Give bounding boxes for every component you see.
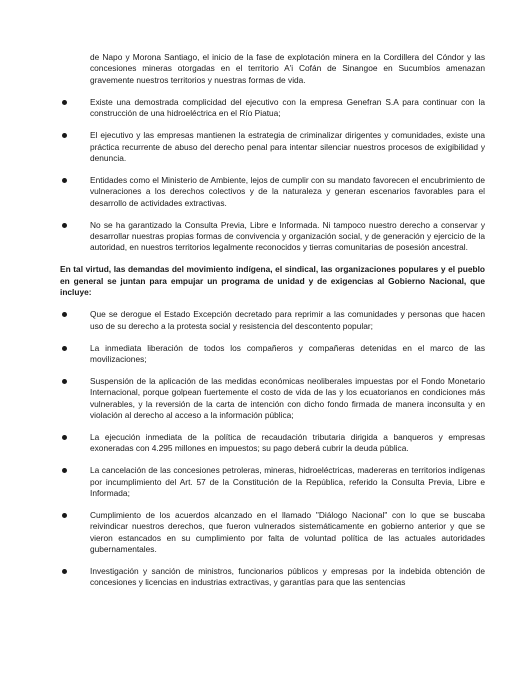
list-item — [60, 343, 485, 366]
bullet-icon — [62, 468, 67, 473]
list-item — [60, 566, 485, 589]
list-item-text: El ejecutivo y las empresas mantienen la estrategia de criminalizar dirigentes y comunidades, existe una práctica recurrente de abuso del derecho penal para intentar silenciar nuestros procesos de exigibilidad y denuncia. — [90, 130, 485, 163]
bullet-icon — [62, 435, 67, 440]
bullet-icon — [62, 513, 67, 518]
continuation-paragraph: de Napo y Morona Santiago, el inicio de la fase de explotación minera en la Cordillera del Cóndor y las concesiones mineras otorgadas en el territorio A'i Cofán de Sinangoe en Sucumbíos amenazan gravemente nuestros territorios y nuestras formas de vida. — [90, 52, 485, 85]
list-item-text: Existe una demostrada complicidad del ejecutivo con la empresa Genefran S.A para continuar con la construcción de una hidroeléctrica en el Río Piatua; — [90, 96, 485, 119]
list-item-text: Entidades como el Ministerio de Ambiente, lejos de cumplir con su mandato favorecen el encubrimiento de vulneraciones a los derechos colectivos y de la naturaleza y generan escenarios favorables para el desarrollo de actividades extractivas. — [90, 174, 485, 208]
bullet-list-demands — [60, 309, 485, 588]
bullet-icon — [62, 312, 67, 317]
list-item-text: La cancelación de las concesiones petroleras, mineras, hidroeléctricas, madereras en territorios indígenas por incumplimiento del Art. 57 de la Constitución de la República, referido la Consulta Previa, Libre e Informada; — [90, 465, 485, 498]
list-item-text: La ejecución inmediata de la política de recaudación tributaria dirigida a banqueros y empresas exoneradas con 4.295 millones en impuestos; su pago deberá cubrir la deuda pública. — [90, 432, 485, 454]
list-item — [60, 376, 485, 421]
bullet-icon — [62, 379, 67, 384]
list-item — [60, 97, 485, 120]
bullet-icon — [62, 178, 67, 183]
list-item-text: Investigación y sanción de ministros, funcionarios públicos y empresas por la indebida obtención de concesiones y licencias en industrias extractivas, y garantías para que las sentencias — [90, 566, 485, 588]
bullet-icon — [62, 100, 67, 105]
lead-paragraph: En tal virtud, las demandas del movimiento indígena, el sindical, las organizaciones populares y el pueblo en general se juntan para empujar un programa de unidad y de exigencias al Gobierno Nacional, que incluye: — [60, 264, 485, 297]
list-item — [60, 510, 485, 555]
bullet-list-top — [60, 97, 485, 254]
list-item-text: No se ha garantizado la Consulta Previa, Libre e Informada. Ni tampoco nuestro derecho a conservar y desarrollar nuestras propias formas de convivencia y organización social, y de generación y ejercicio de la autoridad, en nuestros territorios legalmente reconocidos y tierras comunitarias de posesión ancestral. — [90, 219, 485, 253]
list-item — [60, 432, 485, 455]
list-item-text: La inmediata liberación de todos los compañeros y compañeras detenidas en el marco de las movilizaciones; — [90, 342, 485, 364]
bullet-icon — [62, 346, 67, 351]
bullet-icon — [62, 569, 67, 574]
list-item — [60, 130, 485, 164]
list-item-text: Que se derogue el Estado Excepción decretado para reprimir a las comunidades y personas que hacen uso de su derecho a la protesta social y resistencia del descontento popular; — [90, 309, 485, 331]
list-item — [60, 309, 485, 332]
bullet-icon — [62, 223, 67, 228]
list-item — [60, 465, 485, 499]
list-item — [60, 175, 485, 209]
list-item-text: Suspensión de la aplicación de las medidas económicas neoliberales impuestas por el Fondo Monetario Internacional, porque golpean fuertemente el costo de vida de las y los ecuatorianos en condiciones más vulnerables, y la reversión de la carta de intención con dicho fondo firmada de manera inconsulta y en violación al derecho al acceso a la información pública; — [90, 376, 485, 420]
list-item-text: Cumplimiento de los acuerdos alcanzado en el llamado "Diálogo Nacional" con lo que se buscaba reivindicar nuestros derechos, que fueron vulnerados sistemáticamente en gobierno anterior y que se vieron estancados en su cumplimiento por falta de voluntad política de las actuales autoridades gubernamentales. — [90, 510, 485, 554]
list-item — [60, 220, 485, 254]
bullet-icon — [62, 133, 67, 138]
